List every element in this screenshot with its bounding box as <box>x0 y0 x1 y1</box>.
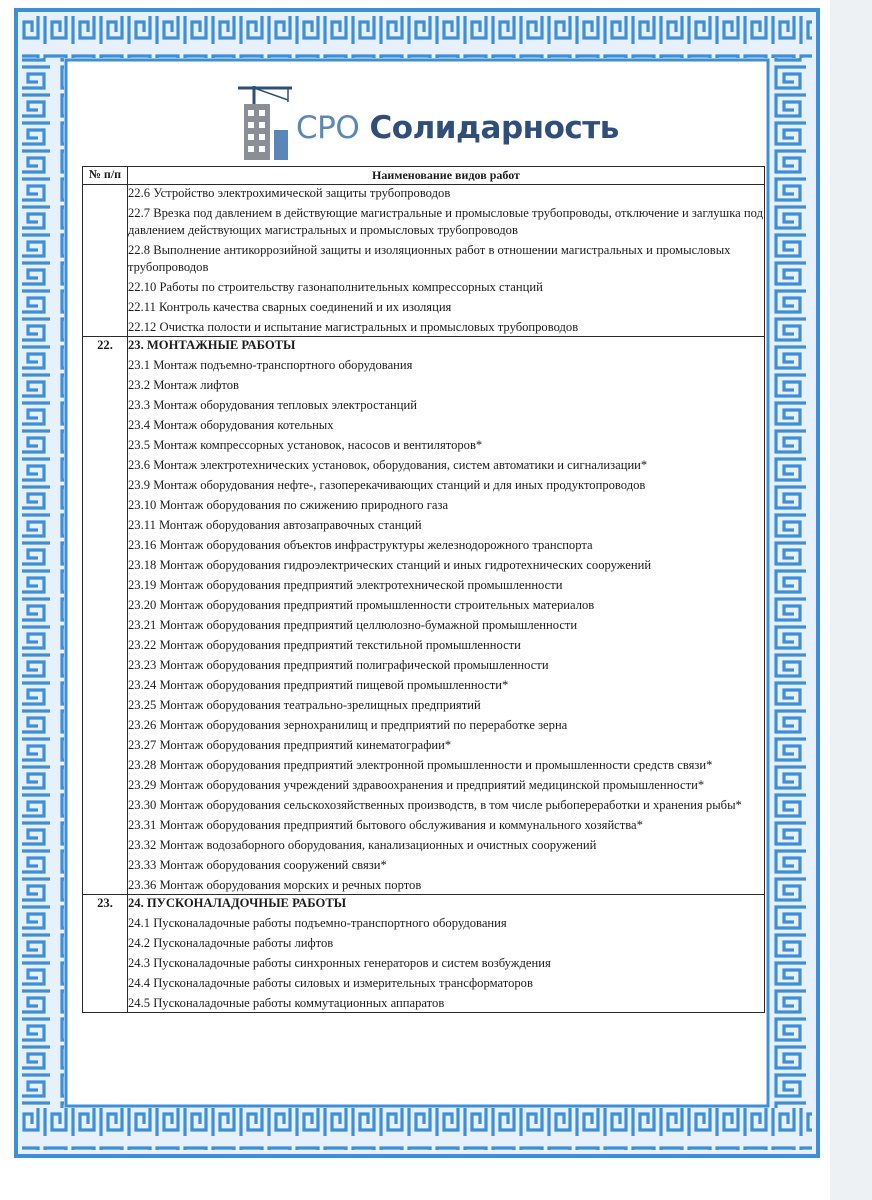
work-item: 23.30 Монтаж оборудования сельскохозяйственных производств, в том числе рыбопереработки и хранения рыбы* <box>128 798 742 812</box>
work-item: 23.6 Монтаж электротехнических установок, оборудования, систем автоматики и сигнализации* <box>128 458 648 472</box>
work-item: 23.19 Монтаж оборудования предприятий электротехнической промышленности <box>128 578 563 592</box>
work-item: 23.27 Монтаж оборудования предприятий кинематографии* <box>128 738 452 752</box>
work-item: 23.33 Монтаж оборудования сооружений связи* <box>128 858 387 872</box>
row-number: 22. <box>83 337 128 895</box>
row-content <box>128 337 765 895</box>
table-row <box>83 185 765 337</box>
work-item: 23.4 Монтаж оборудования котельных <box>128 418 334 432</box>
sro-logo <box>234 82 619 162</box>
work-item: 23.9 Монтаж оборудования нефте-, газоперекачивающих станций и для иных продуктопроводов <box>128 478 646 492</box>
table-row <box>83 895 765 1013</box>
work-item: 24.2 Пусконаладочные работы лифтов <box>128 936 334 950</box>
work-item: 23.3 Монтаж оборудования тепловых электростанций <box>128 398 417 412</box>
work-item: 23.32 Монтаж водозаборного оборудования, канализационных и очистных сооружений <box>128 838 597 852</box>
work-item: 22.11 Контроль качества сварных соединений и их изоляция <box>128 300 452 314</box>
column-header-number: № п/п <box>83 167 128 185</box>
table-body <box>83 185 765 1013</box>
work-item: 23.28 Монтаж оборудования предприятий электронной промышленности и промышленности средств связи* <box>128 758 713 772</box>
section-heading: 24. ПУСКОНАЛАДОЧНЫЕ РАБОТЫ <box>128 896 347 910</box>
work-item: 22.6 Устройство электрохимической защиты трубопроводов <box>128 186 451 200</box>
work-item: 23.36 Монтаж оборудования морских и речных портов <box>128 878 422 892</box>
work-item: 23.20 Монтаж оборудования предприятий промышленности строительных материалов <box>128 598 595 612</box>
section-heading: 23. МОНТАЖНЫЕ РАБОТЫ <box>128 338 296 352</box>
work-item: 23.23 Монтаж оборудования предприятий полиграфической промышленности <box>128 658 549 672</box>
logo-name: Солидарность <box>369 110 619 146</box>
crane-building-icon <box>234 82 296 162</box>
work-item: 23.22 Монтаж оборудования предприятий текстильной промышленности <box>128 638 521 652</box>
work-item: 24.4 Пусконаладочные работы силовых и измерительных трансформаторов <box>128 976 533 990</box>
row-number: 23. <box>83 895 128 1013</box>
work-item: 23.26 Монтаж оборудования зернохранилищ и предприятий по переработке зерна <box>128 718 568 732</box>
work-item: 23.24 Монтаж оборудования предприятий пищевой промышленности* <box>128 678 509 692</box>
work-item: 23.29 Монтаж оборудования учреждений здравоохранения и предприятий медицинской промышленности* <box>128 778 705 792</box>
work-item: 22.7 Врезка под давлением в действующие магистральные и промысловые трубопроводы, отключение и заглушка под давлением действующих магистральных и промысловых трубопроводов <box>128 206 764 237</box>
work-item: 23.10 Монтаж оборудования по сжижению природного газа <box>128 498 449 512</box>
work-item: 23.2 Монтаж лифтов <box>128 378 239 392</box>
work-item: 23.18 Монтаж оборудования гидроэлектрических станций и иных гидротехнических сооружений <box>128 558 652 572</box>
work-item: 23.5 Монтаж компрессорных установок, насосов и вентиляторов* <box>128 438 483 452</box>
work-types-table <box>82 166 765 1013</box>
row-content <box>128 185 765 337</box>
work-item: 23.16 Монтаж оборудования объектов инфраструктуры железнодорожного транспорта <box>128 538 593 552</box>
row-number <box>83 185 128 337</box>
column-header-name: Наименование видов работ <box>128 167 765 185</box>
work-item: 24.3 Пусконаладочные работы синхронных генераторов и систем возбуждения <box>128 956 551 970</box>
work-item: 24.5 Пусконаладочные работы коммутационных аппаратов <box>128 996 445 1010</box>
work-item: 23.21 Монтаж оборудования предприятий целлюлозно-бумажной промышленности <box>128 618 578 632</box>
page-edge <box>830 0 872 1200</box>
logo-text <box>296 110 619 146</box>
logo-abbr: СРО <box>296 110 360 146</box>
work-item: 24.1 Пусконаладочные работы подъемно-транспортного оборудования <box>128 916 507 930</box>
work-item: 23.31 Монтаж оборудования предприятий бытового обслуживания и коммунального хозяйства* <box>128 818 643 832</box>
work-item: 22.10 Работы по строительству газонаполнительных компрессорных станций <box>128 280 543 294</box>
table-row <box>83 337 765 895</box>
table-header-row <box>83 167 765 185</box>
work-item: 23.11 Монтаж оборудования автозаправочных станций <box>128 518 422 532</box>
row-content <box>128 895 765 1013</box>
work-item: 23.25 Монтаж оборудования театрально-зрелищных предприятий <box>128 698 481 712</box>
work-item: 23.1 Монтаж подъемно-транспортного оборудования <box>128 358 413 372</box>
work-item: 22.12 Очистка полости и испытание магистральных и промысловых трубопроводов <box>128 320 579 334</box>
work-item: 22.8 Выполнение антикоррозийной защиты и изоляционных работ в отношении магистральных и промысловых трубопроводов <box>128 243 731 274</box>
